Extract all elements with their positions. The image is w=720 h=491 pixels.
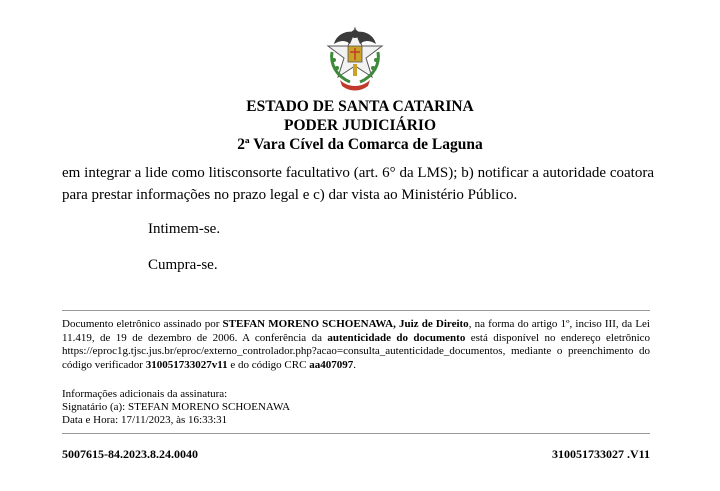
- date-time: Data e Hora: 17/11/2023, às 16:33:31: [62, 414, 228, 426]
- state-name: ESTADO DE SANTA CATARINA: [246, 98, 474, 115]
- verifier-code: 310051733027v11: [145, 358, 228, 371]
- additional-title: Informações adicionais da assinatura:: [62, 388, 228, 400]
- document-header: [0, 97, 720, 154]
- signer-name: STEFAN MORENO SCHOENAWA, Juiz de Direito: [222, 318, 469, 330]
- crc-code: aa407097: [309, 358, 354, 371]
- sig-text: .: [353, 358, 356, 371]
- divider: [62, 310, 650, 311]
- authenticity-label: autenticidade do documento: [327, 331, 466, 344]
- signature-block: [62, 318, 650, 372]
- divider: [62, 433, 650, 434]
- cumpra-line: Cumpra-se.: [148, 257, 218, 273]
- sig-text: Documento eletrônico assinado por: [62, 318, 223, 330]
- document-code: 310051733027 .V11: [551, 447, 650, 461]
- sig-text: está disponível no endereço eletrônico https://eproc1g.tjsc.jus.br/eproc/externo_controlador.php?acao=consulta_autenticidade_documentos, mediante o preenchimento do código verificador: [62, 331, 651, 371]
- signatory: Signatário (a): STEFAN MORENO SCHOENAWA: [62, 401, 291, 413]
- body-paragraph: em integrar a lide como litisconsorte facultativo (art. 6° da LMS); b) notificar a autoridade coatora para prestar informações no prazo legal e c) dar vista ao Ministério Público.: [62, 165, 654, 203]
- court-name: 2ª Vara Cível da Comarca de Laguna: [237, 136, 483, 153]
- sig-text: , na forma do artigo 1º, inciso III, da Lei 11.419, de 19 de dezembro de 2006. A conferência da: [62, 318, 650, 344]
- judiciary-name: PODER JUDICIÁRIO: [284, 117, 436, 134]
- sig-text: e do código CRC: [227, 358, 310, 371]
- coat-of-arms-icon: [322, 22, 388, 92]
- additional-info: [62, 388, 650, 427]
- process-number: 5007615-84.2023.8.24.0040: [62, 447, 198, 461]
- intimem-line: Intimem-se.: [148, 221, 221, 237]
